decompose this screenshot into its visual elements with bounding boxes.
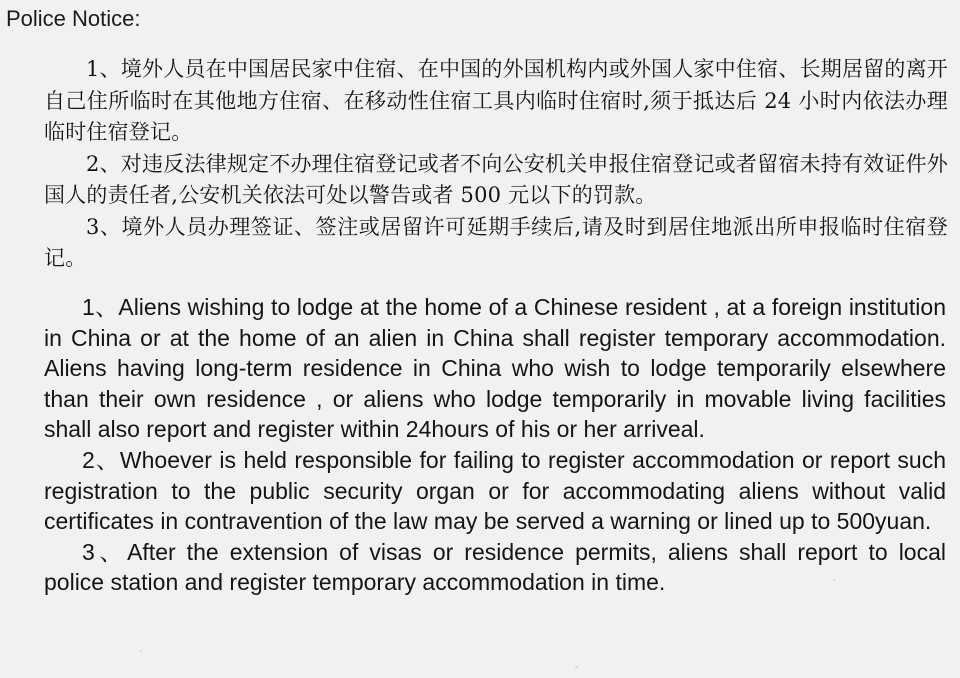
scan-speck xyxy=(140,650,142,652)
chinese-paragraph-2: 2、对违反法律规定不办理住宿登记或者不向公安机关申报住宿登记或者留宿未持有效证件外国人的责任者,公安机关依法可处以警告或者 500 元以下的罚款。 xyxy=(44,151,948,207)
english-paragraph-3: 3、After the extension of visas or residence permits, aliens shall report to local police station and register temporary accommodation in time. xyxy=(44,538,946,596)
chinese-paragraph-3: 3、境外人员办理签证、签注或居留许可延期手续后,请及时到居住地派出所申报临时住宿登记。 xyxy=(44,214,948,270)
scan-speck xyxy=(833,579,835,581)
chinese-notice-section xyxy=(44,54,948,275)
english-paragraph-1: 1、Aliens wishing to lodge at the home of a Chinese resident , at a foreign institution in China or at the home of an alien in China shall register temporary accommodation. Aliens having long-term residence in China who wish to lodge temporarily elsewhere than their own residence , or aliens who lodge temporarily in movable living facilities shall also report and register within 24hours of his or her arriveal. xyxy=(44,294,946,443)
english-paragraph-2: 2、Whoever is held responsible for failing to register accommodation or report such registration to the public security organ or for accommodating aliens without valid certificates in contravention of the law may be served a warning or lined up to 500yuan. xyxy=(44,446,946,535)
scan-speck xyxy=(575,666,578,668)
english-notice-section xyxy=(44,292,946,598)
chinese-paragraph-1: 1、境外人员在中国居民家中住宿、在中国的外国机构内或外国人家中住宿、长期居留的离开自己住所临时在其他地方住宿、在移动性住宿工具内临时住宿时,须于抵达后 24 小时内依法办理临时住宿登记。 xyxy=(44,57,948,144)
notice-title: Police Notice: xyxy=(6,6,141,31)
